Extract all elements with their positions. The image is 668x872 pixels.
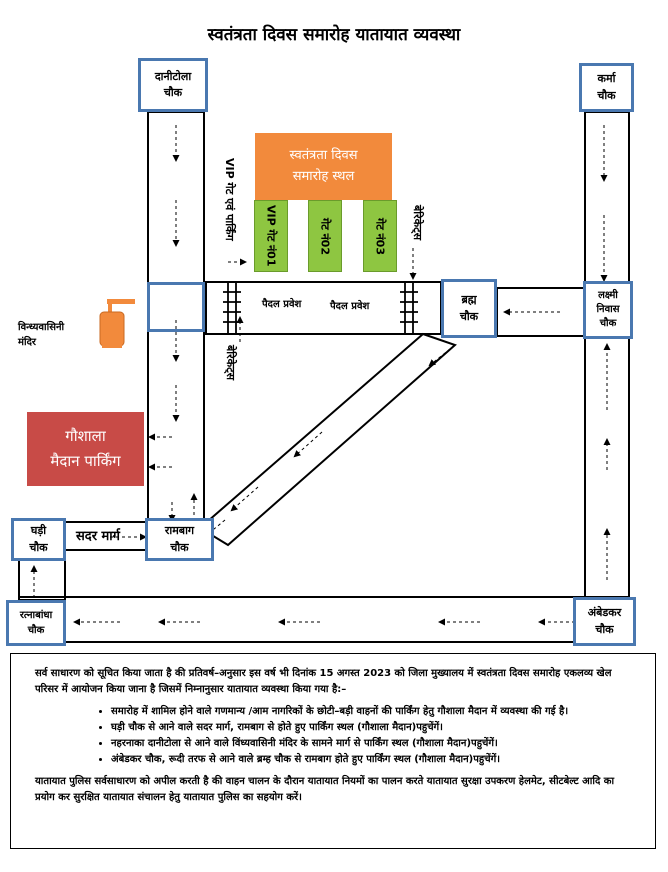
notice-point: • घड़ी चौक से आने वाले सदर मार्ग, रामबाग से होते हुए पार्किंग स्थल (गौशाला मैदान)पहुचेंगें। [111, 720, 635, 736]
barricade-marks [223, 282, 418, 334]
gate-3-label: गेट नं03 [373, 217, 387, 255]
temple-junction [147, 282, 205, 332]
pedestrian-entry-2: पैदल प्रवेश [330, 301, 370, 312]
notice-closing: यातायात पुलिस सर्वसाधारण को अपील करती है की वाहन चालन के दौरान यातायात नियमों का पालन करते यातायात सुरक्षा उपकरण हेलमेट, सीटबेल्ट आदि का प्रयोग कर सुरक्षित यातायात संचालन हेतु यातायात पुलिस का सहयोग करें। [35, 776, 615, 803]
barricades-label-top: बेरिकेट्स [411, 205, 424, 241]
gate-2-label: गेट नं02 [318, 217, 332, 255]
vip-gate-parking-label: VIP गेट एवं पार्किंग [223, 158, 236, 241]
gate-2 [308, 200, 342, 272]
goshala-parking: गौशाला मैदान पार्किंग [27, 412, 144, 486]
ceremony-venue: स्वतंत्रता दिवस समारोह स्थल [255, 133, 392, 200]
ratanbandha-chowk: रत्नाबांधा चौक [6, 600, 66, 646]
pedestrian-entry-1: पैदल प्रवेश [262, 299, 302, 310]
notice-intro: सर्व साधारण को सूचित किया जाता है की प्रतिवर्ष–अनुसार इस वर्ष भी दिनांक 15 अगस्त 2023 को जिला मुख्यालय में स्वतंत्रता दिवस समारोह एकलव्य खेल परिसर में आयोजन किया जाना है जिसमें निम्नानुसार यातायात व्यवस्था किया गया है:– [35, 668, 612, 695]
notice-box [10, 653, 656, 849]
notice-points [35, 704, 635, 768]
barricades-label-bottom: बेरिकेट्स [224, 345, 237, 381]
notice-point: • नहरनाका दानीटोला से आने वाले विंध्यवासिनी मंदिर के सामने मार्ग से पार्किंग स्थल (गौशाला मैदान)पहुचेंगें। [111, 736, 635, 752]
brahm-chowk: ब्रह्म चौक [441, 279, 497, 338]
ghadi-chowk: घड़ी चौक [11, 518, 66, 561]
road-ratanbandha-ambedkar [19, 597, 585, 642]
page-title: स्वतंत्रता दिवस समारोह यातायात व्यवस्था [207, 25, 461, 45]
road-ghadi-ratanbandha [19, 560, 65, 600]
gate-3 [363, 200, 397, 272]
road-diagonal-brahm-ramnbag [200, 334, 455, 545]
karma-chowk: कर्मा चौक [579, 63, 634, 112]
temple-icon [100, 299, 135, 348]
temple-label: विन्ध्यवासिनी मंदिर [18, 322, 65, 348]
lakshmi-niwas-chowk: लक्ष्मी निवास चौक [583, 281, 633, 339]
ambedkar-chowk: अंबेडकर चौक [573, 597, 636, 646]
sadar-road-label: सदर मार्ग [76, 529, 120, 544]
notice-point: • समारोह में शामिल होने वाले गणमान्य /आम नागरिकों के छोटी–बड़ी वाहनों की पार्किंग हेतु गौशाला मैदान में व्यवस्था की गई है। [111, 704, 635, 720]
vip-gate-1-label: VIP गेट नं01 [264, 205, 278, 267]
vip-gate-1 [254, 200, 288, 272]
ramnbag-chowk: रामबाग चौक [145, 518, 214, 561]
danitola-chowk: दानीटोला चौक [138, 58, 208, 112]
notice-point: • अंबेडकर चौक, रूदी तरफ से आने वाले ब्रम्ह चौक से रामबाग होते हुए पार्किंग स्थल (गौशाला मैदान)पहुचेंगें। [111, 752, 635, 768]
